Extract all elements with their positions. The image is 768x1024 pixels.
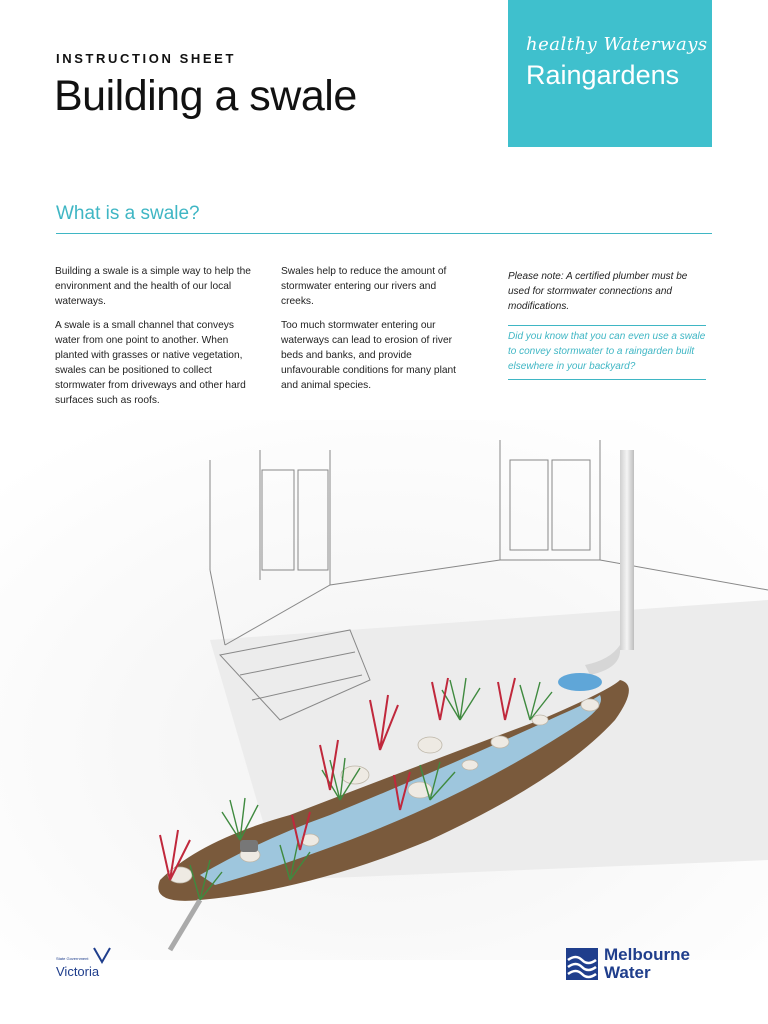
mw-line1: Melbourne xyxy=(604,945,690,964)
callout-rule-bottom xyxy=(508,379,706,380)
did-you-know-callout: Did you know that you can even use a swale to convey stormwater to a raingarden built elsewhere in your backyard? xyxy=(508,331,706,372)
downpipe xyxy=(620,450,634,650)
plumber-note: Please note: A certified plumber must be used for stormwater connections and modifications. xyxy=(508,271,688,312)
paragraph: Too much stormwater entering our waterways can lead to erosion of river beds and banks, and provide unfavourable conditions for many plant and animal species. xyxy=(281,320,456,391)
splash-stones xyxy=(558,673,602,691)
paragraph: Building a swale is a simple way to help the environment and the health of our local waterways. xyxy=(55,266,251,307)
paragraph: Swales help to reduce the amount of stormwater entering our rivers and creeks. xyxy=(281,266,447,307)
swale-illustration xyxy=(0,420,768,960)
mw-line2: Water xyxy=(604,963,651,982)
melbourne-water-wordmark xyxy=(604,946,690,982)
raingardens-brand-box xyxy=(508,0,712,147)
brand-name: Raingardens xyxy=(526,60,680,90)
paragraph: A swale is a small channel that conveys water from one point to another. When planted with grasses or native vegetation, swales can be positioned to collect stormwater from driveways and other hard surfaces such as roofs. xyxy=(55,320,246,406)
page-title: Building a swale xyxy=(54,72,357,120)
text-column-1 xyxy=(55,264,255,417)
callout-rule-top xyxy=(508,325,706,326)
brand-script: healthy Waterways xyxy=(526,34,708,55)
eyebrow-label: INSTRUCTION SHEET xyxy=(56,51,236,66)
text-column-2 xyxy=(281,264,459,402)
melbourne-water-icon xyxy=(566,948,598,980)
victoria-small-text: State Government xyxy=(56,956,89,961)
section-rule xyxy=(56,233,712,234)
victoria-text: Victoria xyxy=(56,964,100,979)
victoria-logo xyxy=(56,946,116,980)
section-heading: What is a swale? xyxy=(56,203,200,224)
drain-inlet xyxy=(240,840,258,852)
